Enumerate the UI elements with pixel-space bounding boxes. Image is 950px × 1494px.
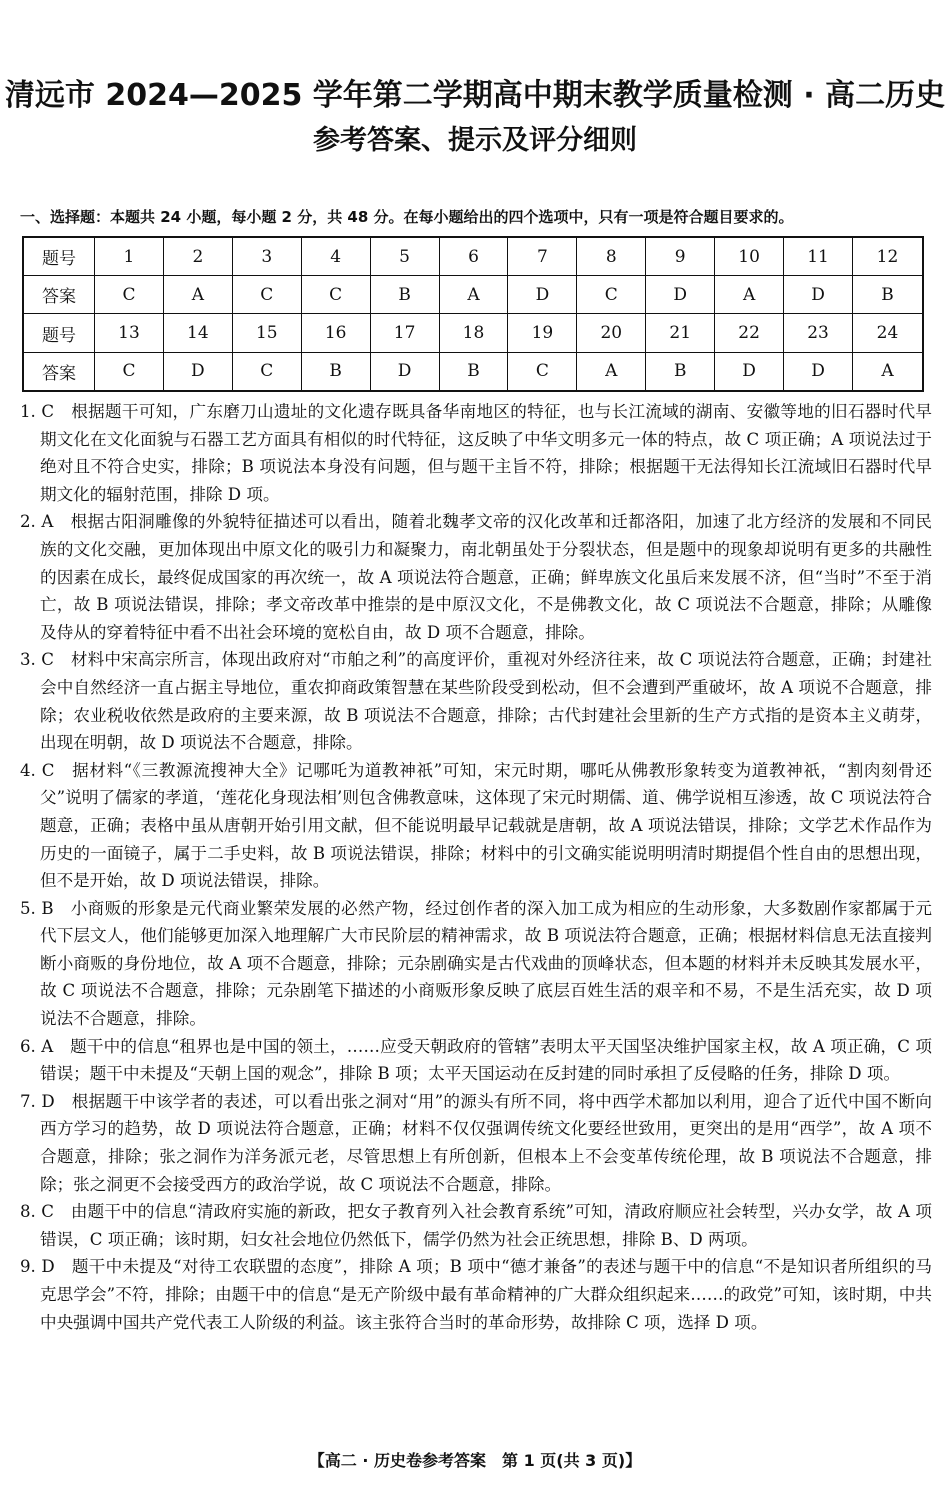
answer-cell: C — [95, 276, 164, 314]
question-number-cell: 6 — [439, 237, 508, 276]
answer-table — [22, 236, 924, 392]
answer-cell: A — [852, 352, 923, 391]
explanation-3: 3. C 材料中宋高宗所言，体现出政府对“市舶之利”的高度评价，重视对外经济往来，故 C 项说法符合题意，正确；封建社会中自然经济一直占据主导地位，重农抑商政策智慧在某些阶段受到松动，但不会遭到严重破坏，故 A 项说不合题意，排除；农业税收依然是政府的主要来源，故 B 项说法不合题意，排除；古代封建社会里新的生产方式指的是资本主义萌芽，出现在明朝，故 D 项说法不合题意，排除。 — [20, 650, 932, 753]
answer-cell: D — [508, 276, 577, 314]
answer-cell: B — [301, 352, 370, 391]
question-number-cell: 2 — [163, 237, 232, 276]
answer-cell: B — [852, 276, 923, 314]
answer-cell: C — [232, 276, 301, 314]
answer-cell: C — [577, 276, 646, 314]
explanation-6: 6. A 题干中的信息“租界也是中国的领土，……应受天朝政府的管辖”表明太平天国坚决维护国家主权，故 A 项正确，C 项错误；题干中未提及“天朝上国的观念”，排除 B 项；太平天国运动在反封建的同时承担了反侵略的任务，排除 D 项。 — [20, 1036, 932, 1084]
answer-row-label: 答案 — [23, 352, 95, 391]
explanation-7: 7. D 根据题干中该学者的表述，可以看出张之洞对“用”的源头有所不同，将中西学术都加以利用，迎合了近代中国不断向西方学习的趋势，故 D 项说法符合题意，正确；材料不仅仅强调传统文化要经世致用，更突出的是用“西学”，故 A 项不合题意，排除；张之洞作为洋务派元老，尽管思想上有所创新，但根本上不会变革传统伦理，故 B 项说法不合题意，排除；张之洞更不会接受西方的政治学说，故 C 项说法不合题意，排除。 — [20, 1091, 932, 1194]
answer-cell: C — [95, 352, 164, 391]
question-number-cell: 13 — [95, 314, 164, 352]
question-number-cell: 16 — [301, 314, 370, 352]
answer-row — [23, 352, 923, 391]
answer-cell: C — [508, 352, 577, 391]
question-number-cell: 10 — [715, 237, 784, 276]
question-number-cell: 24 — [852, 314, 923, 352]
answer-cell: D — [646, 276, 715, 314]
answer-cell: C — [232, 352, 301, 391]
explanation-1: 1. C 根据题干可知，广东磨刀山遗址的文化遗存既具备华南地区的特征，也与长江流域的湖南、安徽等地的旧石器时代早期文化在文化面貌与石器工艺方面具有相似的时代特征，这反映了中华文明多元一体的特点，故 C 项正确；A 项说法过于绝对且不符合史实，排除；B 项说法本身没有问题，但与题干主旨不符，排除；根据题干无法得知长江流域旧石器时代早期文化的辐射范围，排除 D 项。 — [20, 402, 932, 504]
document-title: 清远市 2024—2025 学年第二学期高中期末教学质量检测 · 高二历史 — [4, 78, 946, 113]
answer-cell: A — [439, 276, 508, 314]
section-heading: 一、选择题：本题共 24 小题，每小题 2 分，共 48 分。在每小题给出的四个选项中，只有一项是符合题目要求的。 — [20, 208, 794, 226]
answer-cell: D — [370, 352, 439, 391]
answer-cell: A — [163, 276, 232, 314]
explanation-4: 4. C 据材料“《三教源流搜神大全》记哪吒为道教神祇”可知，宋元时期，哪吒从佛教形象转变为道教神祇，“割肉刻骨还父”说明了儒家的孝道，‘莲花化身现法相’则包含佛教意味，这体现了宋元时期儒、道、佛学说相互渗透，故 C 项说法符合题意，正确；表格中虽从唐朝开始引用文献，但不能说明最早记载就是唐朝，故 A 项说法错误，排除；文学艺术作品作为历史的一面镜子，属于二手史料，故 B 项说法错误，排除；材料中的引文确实能说明明清时期提倡个性自由的思想出现，但不是开始，故 D 项说法错误，排除。 — [20, 760, 932, 891]
question-number-cell: 8 — [577, 237, 646, 276]
answer-cell: A — [577, 352, 646, 391]
question-number-cell: 18 — [439, 314, 508, 352]
question-number-cell: 23 — [784, 314, 853, 352]
number-row-label: 题号 — [23, 314, 95, 352]
answer-cell: B — [370, 276, 439, 314]
answer-cell: B — [439, 352, 508, 391]
explanation-5: 5. B 小商贩的形象是元代商业繁荣发展的必然产物，经过创作者的深入加工成为相应的生动形象，大多数剧作家都属于元代下层文人，他们能够更加深入地理解广大市民阶层的精神需求，故 B 项说法符合题意，正确；根据材料信息无法直接判断小商贩的身份地位，故 A 项不合题意，排除；元杂剧确实是古代戏曲的顶峰状态，但本题的材料并未反映其发展水平，故 C 项说法不合题意，排除；元杂剧笔下描述的小商贩形象反映了底层百姓生活的艰辛和不易，不是生活充实，故 D 项说法不合题意，排除。 — [20, 898, 932, 1029]
question-number-cell: 17 — [370, 314, 439, 352]
answer-cell: D — [163, 352, 232, 391]
number-row — [23, 314, 923, 352]
number-row — [23, 237, 923, 276]
question-number-cell: 14 — [163, 314, 232, 352]
question-number-cell: 7 — [508, 237, 577, 276]
question-number-cell: 3 — [232, 237, 301, 276]
answer-row-label: 答案 — [23, 276, 95, 314]
explanations — [20, 398, 932, 1336]
number-row-label: 题号 — [23, 237, 95, 276]
question-number-cell: 4 — [301, 237, 370, 276]
answer-cell: A — [715, 276, 784, 314]
answer-cell: B — [646, 352, 715, 391]
explanation-2: 2. A 根据古阳洞雕像的外貌特征描述可以看出，随着北魏孝文帝的汉化改革和迁都洛阳，加速了北方经济的发展和不同民族的文化交融，更加体现出中原文化的吸引力和凝聚力，南北朝虽处于分裂状态，但是题中的现象却说明有更多的共融性的因素在成长，最终促成国家的再次统一，故 A 项说法符合题意，正确；鲜卑族文化虽后来发展不济，但“当时”不至于消亡，故 B 项说法错误，排除；孝文帝改革中推崇的是中原汉文化，不是佛教文化，故 C 项说法不合题意，排除；从雕像及侍从的穿着特征中看不出社会环境的宽松自由，故 D 项不合题意，排除。 — [20, 512, 932, 642]
question-number-cell: 15 — [232, 314, 301, 352]
page-footer: 【高二 · 历史卷参考答案 第 1 页(共 3 页)】 — [308, 1451, 642, 1470]
question-number-cell: 1 — [95, 237, 164, 276]
answer-cell: C — [301, 276, 370, 314]
question-number-cell: 21 — [646, 314, 715, 352]
question-number-cell: 19 — [508, 314, 577, 352]
question-number-cell: 11 — [784, 237, 853, 276]
explanation-8: 8. C 由题干中的信息“清政府实施的新政，把女子教育列入社会教育系统”可知，清政府顺应社会转型，兴办女学，故 A 项错误，C 项正确；该时期，妇女社会地位仍然低下，儒学仍然为社会正统思想，排除 B、D 两项。 — [20, 1202, 932, 1249]
question-number-cell: 20 — [577, 314, 646, 352]
explanation-9: 9. D 题干中未提及“对待工农联盟的态度”，排除 A 项；B 项中“德才兼备”的表述与题干中的信息“不是知识者所组织的马克思学会”不符，排除；由题干中的信息“是无产阶级中最有革命精神的广大群众组织起来……的政党”可知，该时期，中共中央强调中国共产党代表工人阶级的利益。该主张符合当时的革命形势，故排除 C 项，选择 D 项。 — [20, 1257, 932, 1332]
question-number-cell: 12 — [852, 237, 923, 276]
question-number-cell: 9 — [646, 237, 715, 276]
answer-cell: D — [715, 352, 784, 391]
document-subtitle: 参考答案、提示及评分细则 — [313, 125, 637, 156]
answer-cell: D — [784, 276, 853, 314]
answer-row — [23, 276, 923, 314]
question-number-cell: 5 — [370, 237, 439, 276]
answer-cell: D — [784, 352, 853, 391]
question-number-cell: 22 — [715, 314, 784, 352]
